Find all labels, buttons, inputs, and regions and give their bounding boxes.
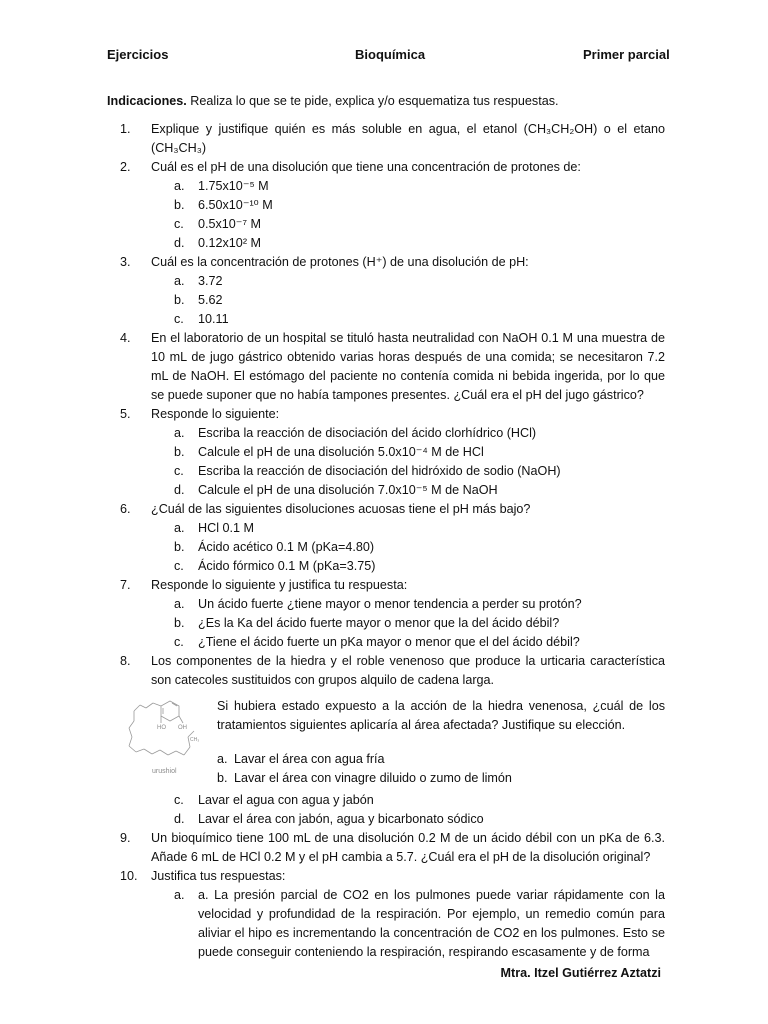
item-text: ¿Es la Ka del ácido fuerte mayor o menor que la del ácido débil? xyxy=(198,616,560,630)
item-letter: b. xyxy=(174,445,185,459)
hydroxyl-label-right: OH xyxy=(178,725,187,731)
item-letter: b. xyxy=(174,540,185,554)
question-number: 9. xyxy=(120,831,131,845)
question-6 xyxy=(110,500,665,519)
header-center: Bioquímica xyxy=(355,47,426,62)
item-letter: d. xyxy=(174,236,185,250)
item-text: 3.72 xyxy=(198,274,223,288)
item-text: Ácido acético 0.1 M (pKa=4.80) xyxy=(198,540,375,554)
question-text: ¿Cuál de las siguientes disoluciones acuosas tiene el pH más bajo? xyxy=(151,502,531,516)
list-item xyxy=(110,595,665,614)
item-text: 0.5x10⁻⁷ M xyxy=(198,217,262,231)
item-letter: b. xyxy=(217,771,228,785)
list-item xyxy=(110,424,665,443)
item-text: a. La presión parcial de CO2 en los pulmones puede variar rápidamente con la velocidad y profundidad de la respiración. Por ejemplo, un remedio común para aliviar el hipo es incrementando la concentración de CO2 en los pulmones. Esto se puede conseguir conteniendo la respiración, respirando escasamente y de forma xyxy=(198,888,665,959)
item-text: Ácido fórmico 0.1 M (pKa=3.75) xyxy=(198,559,376,573)
item-text: Lavar el área con agua fría xyxy=(234,752,385,766)
item-letter: a. xyxy=(174,274,185,288)
instructions xyxy=(107,92,559,111)
item-letter: a. xyxy=(174,888,185,902)
item-text: Un ácido fuerte ¿tiene mayor o menor tendencia a perder su protón? xyxy=(198,597,582,611)
item-letter: c. xyxy=(174,464,184,478)
question-text: Cuál es la concentración de protones (H⁺) de una disolución de pH: xyxy=(151,255,529,269)
question-text: Responde lo siguiente y justifica tu respuesta: xyxy=(151,578,408,592)
item-letter: a. xyxy=(174,521,185,535)
item-text: HCl 0.1 M xyxy=(198,521,254,535)
question-number: 3. xyxy=(120,255,131,269)
list-item xyxy=(110,886,665,962)
item-letter: b. xyxy=(174,293,185,307)
question-8 xyxy=(110,652,665,690)
urushiol-block xyxy=(110,697,665,791)
list-item xyxy=(110,443,665,462)
list-item xyxy=(110,234,665,253)
question-5 xyxy=(110,405,665,424)
list-item xyxy=(110,557,665,576)
list-item xyxy=(110,633,665,652)
list-item xyxy=(110,519,665,538)
question-8-paragraph: Si hubiera estado expuesto a la acción de la hiedra venenosa, ¿cuál de los tratamientos siguientes aplicaría al área afectada? Justifique su elección. xyxy=(217,699,665,732)
header-left: Ejercicios xyxy=(107,47,169,62)
question-number: 2. xyxy=(120,160,131,174)
item-text: 1.75x10⁻⁵ M xyxy=(198,179,269,193)
item-text: Lavar el agua con agua y jabón xyxy=(198,793,374,807)
item-letter: c. xyxy=(174,217,184,231)
item-letter: c. xyxy=(174,793,184,807)
question-10 xyxy=(110,867,665,886)
item-text: 6.50x10⁻¹⁰ M xyxy=(198,198,273,212)
question-1 xyxy=(110,120,665,158)
question-text: Justifica tus respuestas: xyxy=(151,869,286,883)
item-letter: c. xyxy=(174,635,184,649)
list-item xyxy=(110,272,665,291)
list-item xyxy=(110,614,665,633)
item-letter: a. xyxy=(174,179,185,193)
item-text: 10.11 xyxy=(198,312,229,326)
item-letter: d. xyxy=(174,483,185,497)
item-text: 0.12x10² M xyxy=(198,236,261,250)
question-7 xyxy=(110,576,665,595)
list-item xyxy=(110,215,665,234)
question-number: 4. xyxy=(120,331,131,345)
header-right: Primer parcial xyxy=(583,47,670,62)
instructions-label: Indicaciones. xyxy=(107,94,187,108)
item-letter: a. xyxy=(217,752,228,766)
question-text: Explique y justifique quién es más soluble en agua, el etanol (CH₃CH₂OH) o el etano (CH₃CH₃) xyxy=(151,122,665,155)
item-letter: d. xyxy=(174,812,185,826)
question-number: 6. xyxy=(120,502,131,516)
instructions-text: Realiza lo que se te pide, explica y/o esquematiza tus respuestas. xyxy=(190,94,559,108)
item-letter: b. xyxy=(174,616,185,630)
question-number: 7. xyxy=(120,578,131,592)
list-item xyxy=(110,291,665,310)
question-text: Cuál es el pH de una disolución que tiene una concentración de protones de: xyxy=(151,160,581,174)
item-text: Escriba la reacción de disociación del hidróxido de sodio (NaOH) xyxy=(198,464,561,478)
item-text: Calcule el pH de una disolución 7.0x10⁻⁵ M de NaOH xyxy=(198,483,498,497)
question-4 xyxy=(110,329,665,405)
item-text: ¿Tiene el ácido fuerte un pKa mayor o menor que el del ácido débil? xyxy=(198,635,580,649)
list-item xyxy=(110,462,665,481)
list-item xyxy=(110,481,665,500)
list-item xyxy=(110,791,665,810)
item-text: Lavar el área con jabón, agua y bicarbonato sódico xyxy=(198,812,484,826)
list-item xyxy=(110,810,665,829)
item-letter: c. xyxy=(174,312,184,326)
urushiol-label: urushiol xyxy=(152,768,177,775)
list-item xyxy=(110,196,665,215)
list-item xyxy=(110,310,665,329)
list-item xyxy=(110,538,665,557)
question-text: En el laboratorio de un hospital se tituló hasta neutralidad con NaOH 0.1 M una muestra de 10 mL de jugo gástrico obtenido varias horas después de una comida; se necesitaron 7.2 mL de NaOH. El estómago del paciente no contenía comida ni bebida ingerida, por lo que se puede suponer que no había tampones presentes. ¿Cuál era el pH del jugo gástrico? xyxy=(151,331,665,402)
footer-author: Mtra. Itzel Gutiérrez Aztatzi xyxy=(500,966,661,980)
list-item xyxy=(110,177,665,196)
question-3 xyxy=(110,253,665,272)
item-text: Lavar el área con vinagre diluido o zumo de limón xyxy=(234,771,512,785)
question-text: Responde lo siguiente: xyxy=(151,407,280,421)
question-number: 5. xyxy=(120,407,131,421)
hydroxyl-label-left: HO xyxy=(157,725,166,731)
exercise-list xyxy=(110,120,665,962)
question-2 xyxy=(110,158,665,177)
item-text: 5.62 xyxy=(198,293,223,307)
item-letter: c. xyxy=(174,559,184,573)
question-text: Un bioquímico tiene 100 mL de una disolución 0.2 M de un ácido débil con un pKa de 6.3. Añade 6 mL de HCl 0.2 M y el pH cambia a 5.7. ¿Cuál era el pH de la disolución original? xyxy=(151,831,665,864)
urushiol-structure-image xyxy=(126,697,204,777)
item-letter: b. xyxy=(174,198,185,212)
question-text: Los componentes de la hiedra y el roble venenoso que produce la urticaria característica son catecoles sustituidos con grupos alquilo de cadena larga. xyxy=(151,654,665,687)
question-9 xyxy=(110,829,665,867)
methyl-label: CH₃ xyxy=(190,737,200,743)
question-number: 8. xyxy=(120,654,131,668)
item-text: Escriba la reacción de disociación del ácido clorhídrico (HCl) xyxy=(198,426,537,440)
question-number: 1. xyxy=(120,122,131,136)
item-letter: a. xyxy=(174,597,185,611)
item-text: Calcule el pH de una disolución 5.0x10⁻⁴ M de HCl xyxy=(198,445,484,459)
question-number: 10. xyxy=(120,869,138,883)
item-letter: a. xyxy=(174,426,185,440)
